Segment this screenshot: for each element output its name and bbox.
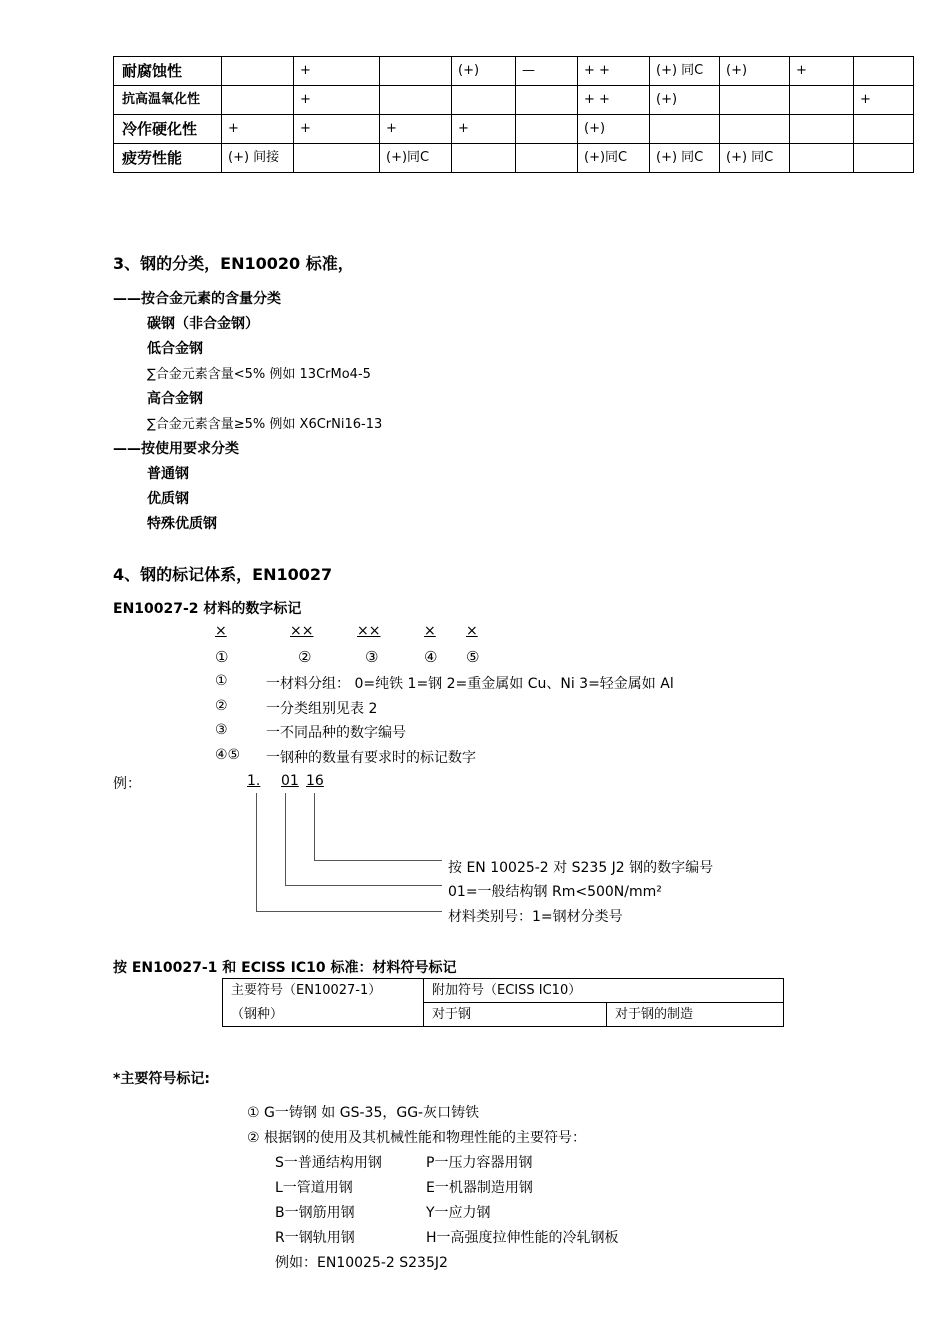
property-cell xyxy=(720,115,790,144)
callout-number-code: 按 EN 10025-2 对 S235 J2 钢的数字编号 xyxy=(448,860,714,876)
pattern-x3: ×× xyxy=(357,623,381,639)
connector-2-horizontal xyxy=(285,885,442,886)
property-cell xyxy=(222,57,294,86)
property-cell xyxy=(790,86,854,115)
low-alloy-steel: 低合金钢 xyxy=(147,341,203,357)
property-table xyxy=(113,56,914,173)
property-cell: (+) 间接 xyxy=(222,144,294,173)
explanation-3-text: 一不同品种的数字编号 xyxy=(266,725,406,741)
property-cell xyxy=(452,86,516,115)
main-symbol-item-1: ① G一铸钢 如 GS-35，GG-灰口铸铁 xyxy=(247,1105,480,1121)
pattern-x2: ×× xyxy=(290,623,314,639)
property-cell xyxy=(380,57,452,86)
extra-for-manufacture: 对于钢的制造 xyxy=(607,1003,784,1027)
property-cell xyxy=(650,115,720,144)
high-alloy-steel: 高合金钢 xyxy=(147,391,203,407)
property-cell: (+) 同C xyxy=(650,57,720,86)
property-cell xyxy=(380,86,452,115)
circle-2: ② xyxy=(298,648,312,666)
explanation-1-key: ① xyxy=(215,673,228,689)
property-cell: + xyxy=(452,115,516,144)
symbol-b: B一钢筋用钢 xyxy=(275,1205,355,1221)
connector-2-vertical xyxy=(285,793,286,885)
symbol-p: P一压力容器用钢 xyxy=(426,1155,533,1171)
property-cell: + + xyxy=(578,86,650,115)
property-cell xyxy=(854,57,914,86)
callout-structural-steel: 01=一般结构钢 Rm<500N/mm² xyxy=(448,884,662,900)
symbol-l: L一管道用钢 xyxy=(275,1180,353,1196)
pattern-x5: × xyxy=(466,623,478,639)
property-cell: — xyxy=(516,57,578,86)
symbol-r: R一钢轨用钢 xyxy=(275,1230,355,1246)
circle-3: ③ xyxy=(365,648,379,666)
property-cell: (+) 同C xyxy=(720,144,790,173)
carbon-steel: 碳钢（非合金钢） xyxy=(147,316,259,332)
main-symbol-sub: （钢种） xyxy=(223,1003,424,1027)
circle-5: ⑤ xyxy=(466,648,480,666)
quality-steel: 优质钢 xyxy=(147,491,189,507)
explanation-3-key: ③ xyxy=(215,722,228,738)
symbol-y: Y一应力钢 xyxy=(426,1205,491,1221)
main-symbol-item-2: ② 根据钢的使用及其机械性能和物理性能的主要符号： xyxy=(247,1130,586,1146)
callout-material-class: 材料类别号：1=钢材分类号 xyxy=(448,909,623,925)
property-cell: (+) xyxy=(452,57,516,86)
property-row xyxy=(114,57,914,86)
main-symbol-header: 主要符号（EN10027-1） xyxy=(223,979,424,1003)
explanation-1-text: 一材料分组： 0=纯铁 1=钢 2=重金属如 Cu、Ni 3=轻金属如 Al xyxy=(266,676,674,692)
property-cell xyxy=(516,144,578,173)
symbol-e: E一机器制造用钢 xyxy=(426,1180,533,1196)
special-quality-steel: 特殊优质钢 xyxy=(147,516,217,532)
property-cell: + xyxy=(294,57,380,86)
property-cell: + xyxy=(294,86,380,115)
section3-heading: 3、钢的分类，EN10020 标准， xyxy=(113,254,354,273)
property-cell xyxy=(790,115,854,144)
property-cell: + xyxy=(854,86,914,115)
property-cell xyxy=(294,144,380,173)
property-cell: + xyxy=(222,115,294,144)
example-label: 例： xyxy=(113,776,141,792)
property-cell: + xyxy=(790,57,854,86)
property-name: 抗高温氧化性 xyxy=(114,86,222,115)
example-part-2: 01 xyxy=(281,773,299,789)
circle-4: ④ xyxy=(424,648,438,666)
property-name: 耐腐蚀性 xyxy=(114,57,222,86)
example-part-3: 16 xyxy=(306,773,324,789)
property-cell: + + xyxy=(578,57,650,86)
property-cell xyxy=(516,115,578,144)
classification-by-alloy: ——按合金元素的含量分类 xyxy=(113,291,281,307)
property-row xyxy=(114,115,914,144)
property-name: 疲劳性能 xyxy=(114,144,222,173)
property-cell xyxy=(854,144,914,173)
symbol-h: H一高强度拉伸性能的冷轧钢板 xyxy=(426,1230,619,1246)
explanation-45-key: ④⑤ xyxy=(215,747,241,763)
property-cell: + xyxy=(294,115,380,144)
symbol-s: S一普通结构用钢 xyxy=(275,1155,382,1171)
property-cell: (+) 同C xyxy=(650,144,720,173)
section4-heading: 4、钢的标记体系，EN10027 xyxy=(113,565,333,584)
connector-3-horizontal xyxy=(314,860,442,861)
property-cell xyxy=(452,144,516,173)
property-row xyxy=(114,144,914,173)
explanation-45-text: 一钢种的数量有要求时的标记数字 xyxy=(266,750,476,766)
explanation-2-key: ② xyxy=(215,698,228,714)
property-cell: + xyxy=(380,115,452,144)
pattern-x1: × xyxy=(215,623,227,639)
connector-1-vertical xyxy=(256,793,257,911)
property-cell: (+) xyxy=(720,57,790,86)
high-alloy-note: ∑合金元素含量≥5% 例如 X6CrNi16-13 xyxy=(147,417,383,432)
extra-for-steel: 对于钢 xyxy=(424,1003,607,1027)
example-part-1: 1. xyxy=(247,773,261,789)
property-row xyxy=(114,86,914,115)
property-cell: (+) xyxy=(578,115,650,144)
main-symbols-example: 例如：EN10025-2 S235J2 xyxy=(275,1255,448,1271)
property-name: 冷作硬化性 xyxy=(114,115,222,144)
property-cell: (+) xyxy=(650,86,720,115)
circle-1: ① xyxy=(215,648,229,666)
classification-by-use: ——按使用要求分类 xyxy=(113,441,239,457)
pattern-x4: × xyxy=(424,623,436,639)
property-cell: (+)同C xyxy=(380,144,452,173)
main-symbols-heading: *主要符号标记: xyxy=(113,1071,210,1087)
property-cell xyxy=(222,86,294,115)
property-cell xyxy=(720,86,790,115)
symbol-heading: 按 EN10027-1 和 ECISS IC10 标准：材料符号标记 xyxy=(113,960,457,976)
connector-3-vertical xyxy=(314,793,315,860)
symbol-table xyxy=(222,978,784,1027)
explanation-2-text: 一分类组别见表 2 xyxy=(266,701,378,717)
property-cell: (+)同C xyxy=(578,144,650,173)
section4-subheading: EN10027-2 材料的数字标记 xyxy=(113,601,302,617)
low-alloy-note: ∑合金元素含量<5% 例如 13CrMo4-5 xyxy=(147,367,371,382)
extra-symbol-header: 附加符号（ECISS IC10） xyxy=(424,979,784,1003)
connector-1-horizontal xyxy=(256,911,442,912)
property-cell xyxy=(790,144,854,173)
property-cell xyxy=(854,115,914,144)
ordinary-steel: 普通钢 xyxy=(147,466,189,482)
property-cell xyxy=(516,86,578,115)
